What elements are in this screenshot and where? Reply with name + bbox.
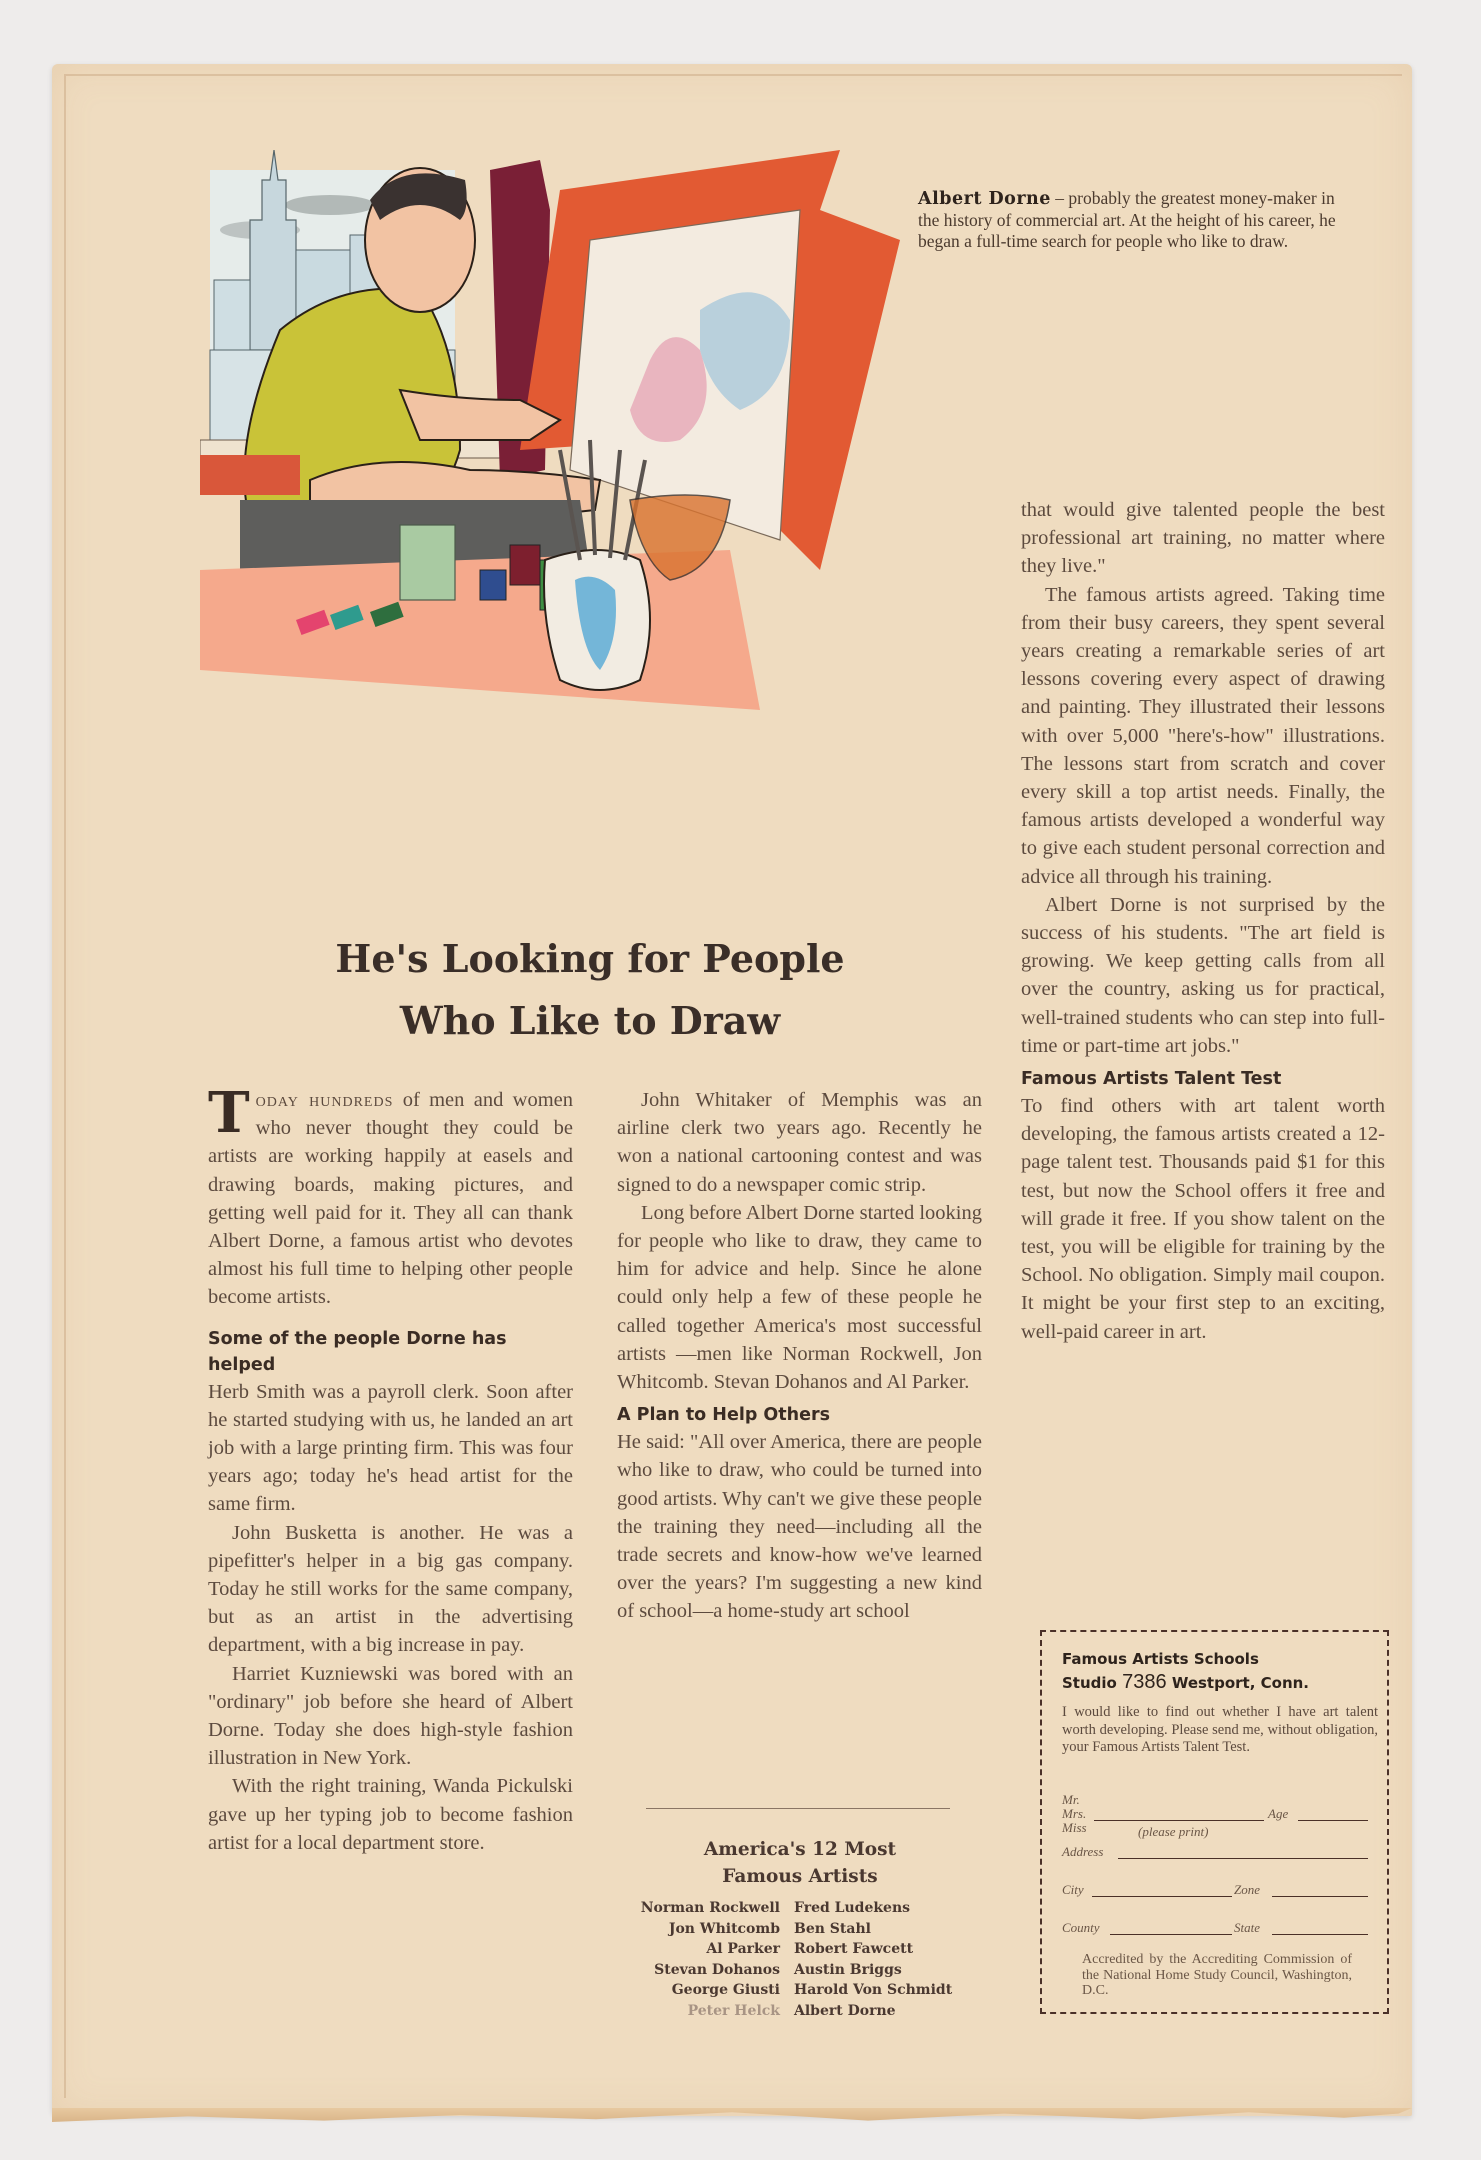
studio-number: 7386: [1122, 1671, 1167, 1693]
artist-illustration: [200, 150, 990, 920]
subhead-people-helped: Some of the people Dorne has helped: [208, 1328, 507, 1375]
artists-box-title: [620, 1836, 980, 1890]
paragraph: John Whitaker of Memphis was an airline clerk two years ago. Recently he won a national cartooning contest and was signed to do a newspaper comic strip.: [617, 1089, 982, 1196]
caption-text: – probably the greatest money-maker in the history of commercial art. At the height of his career, he began a full-time search for people who like to draw.: [918, 188, 1336, 251]
studio-label: Studio: [1062, 1674, 1117, 1692]
paragraph: John Busketta is another. He was a pipefitter's helper in a big gas company. Today he still works for the same company, but as an artist in the advertising department, with a big increase in pay.: [208, 1521, 573, 1657]
county-field[interactable]: [1110, 1934, 1232, 1935]
intro-text: of men and women who never thought they could be artists are working happily at easels and drawing boards, making pictures, and getting well paid for it. They all can thank Albert Dorne, a famous artist who devotes almost his full time to helping other people become artists.: [208, 1089, 573, 1309]
subhead-plan: A Plan to Help Others: [617, 1405, 831, 1426]
artist-name: Austin Briggs: [794, 1961, 902, 1978]
address-field[interactable]: [1118, 1858, 1368, 1859]
paragraph: To find others with art talent worth developing, the famous artists created a 12-page talent test. Thousands paid $1 for this test, but now the School offers it free and will grade it free. If you show talent on the test, you will be eligible for training by the School. No obligation. Simply mail coupon. It might be your first step to an exciting, well-paid career in art.: [1021, 1095, 1385, 1343]
artist-name: Peter Helck: [687, 2002, 780, 2019]
headline: [250, 928, 930, 1052]
column-3: [1021, 496, 1385, 1346]
artist-name: Stevan Dohanos: [654, 1961, 780, 1978]
location: Westport, Conn.: [1171, 1674, 1309, 1692]
accreditation-note: Accredited by the Accrediting Commission of the National Home Study Council, Washington, D.C.: [1082, 1952, 1352, 1998]
headline-line-2: Who Like to Draw: [399, 998, 781, 1043]
age-field[interactable]: [1298, 1820, 1368, 1821]
label-mrs: Mrs.: [1062, 1806, 1087, 1821]
paragraph: He said: "All over America, there are people who like to draw, who could be turned into good artists. Why can't we give these people the training they need—including all the trade secrets and know-how we've learned over the years? I'm suggesting a new kind of school—a home-study art school: [617, 1431, 982, 1623]
artist-name: Fred Ludekens: [794, 1900, 911, 1916]
illustration-caption: [918, 188, 1358, 252]
label-age: Age: [1268, 1806, 1289, 1821]
artist-name: Robert Fawcett: [794, 1941, 914, 1957]
caption-name: Albert Dorne: [918, 189, 1051, 209]
paragraph: that would give talented people the best professional art training, no matter where they live.": [1021, 499, 1385, 578]
artist-name: Norman Rockwell: [640, 1900, 780, 1916]
artist-name: George Giusti: [671, 1982, 780, 1998]
state-field[interactable]: [1272, 1934, 1368, 1935]
artists-title-line-2: Famous Artists: [722, 1866, 878, 1887]
label-mr: Mr.: [1062, 1792, 1080, 1807]
paragraph: Herb Smith was a payroll clerk. Soon after he started studying with us, he landed an art job with a large printing firm. This was four years ago; today he's head artist for the same firm.: [208, 1380, 573, 1516]
label-city: City: [1062, 1882, 1084, 1897]
artist-name: Jon Whitcomb: [668, 1920, 780, 1937]
paragraph: The famous artists agreed. Taking time from their busy careers, they spent several years creating a remarkable series of art lessons covering every aspect of drawing and painting. They illustrated their lessons with over 5,000 "here's-how" illustrations. The lessons start from scratch and cover every skill a top artist needs. Finally, the famous artists developed a wonderful way to give each student personal correction and advice all through his training.: [1021, 583, 1385, 888]
artist-name: Harold Von Schmidt: [794, 1982, 953, 1998]
intro-paragraph: [208, 1080, 573, 1312]
zone-field[interactable]: [1272, 1896, 1368, 1897]
artist-name: Al Parker: [706, 1941, 780, 1957]
label-address: Address: [1062, 1844, 1104, 1859]
headline-line-1: He's Looking for People: [335, 936, 845, 981]
city-field[interactable]: [1092, 1896, 1232, 1897]
paragraph: Albert Dorne is not surprised by the success of his students. "The art field is growing. We keep getting calls from all over the country, asking us for practical, well-trained students who can step into full-time or part-time art jobs.": [1021, 893, 1385, 1057]
coupon-header: [1062, 1648, 1382, 1695]
label-miss: Miss: [1062, 1820, 1087, 1835]
label-county: County: [1062, 1920, 1100, 1935]
column-2: [617, 1086, 982, 1626]
divider-line: [646, 1808, 950, 1809]
artist-name: Albert Dorne: [794, 2002, 896, 2019]
label-zone: Zone: [1234, 1882, 1260, 1897]
paragraph: With the right training, Wanda Pickulski gave up her typing job to become fashion artist for a local department store.: [208, 1775, 573, 1854]
school-name: Famous Artists Schools: [1062, 1650, 1259, 1668]
paragraph: Harriet Kuzniewski was bored with an "ordinary" job before she heard of Albert Dorne. Today she does high-style fashion illustration in New York.: [208, 1662, 573, 1770]
artists-list: [612, 1898, 992, 2021]
coupon-request-text: I would like to find out whether I have art talent worth developing. Please send me, without obligation, your Famous Artists Talent Test.: [1062, 1704, 1378, 1755]
mail-in-coupon[interactable]: [1040, 1630, 1389, 2014]
artists-title-line-1: America's 12 Most: [703, 1839, 897, 1860]
label-state: State: [1234, 1920, 1260, 1935]
drop-cap: T: [208, 1080, 250, 1146]
name-field[interactable]: [1094, 1820, 1264, 1821]
lead-smallcaps: oday hundreds: [255, 1089, 394, 1111]
subhead-talent-test: Famous Artists Talent Test: [1021, 1069, 1282, 1090]
column-1: [208, 1080, 573, 1857]
artist-name: Ben Stahl: [794, 1920, 871, 1937]
paragraph: Long before Albert Dorne started looking for people who like to draw, they came to him for advice and help. Since he alone could only help a few of these people he called together America's most successful artists —men like Norman Rockwell, Jon Whitcomb. Stevan Dohanos and Al Parker.: [617, 1201, 983, 1394]
label-please-print: (please print): [1138, 1824, 1209, 1839]
